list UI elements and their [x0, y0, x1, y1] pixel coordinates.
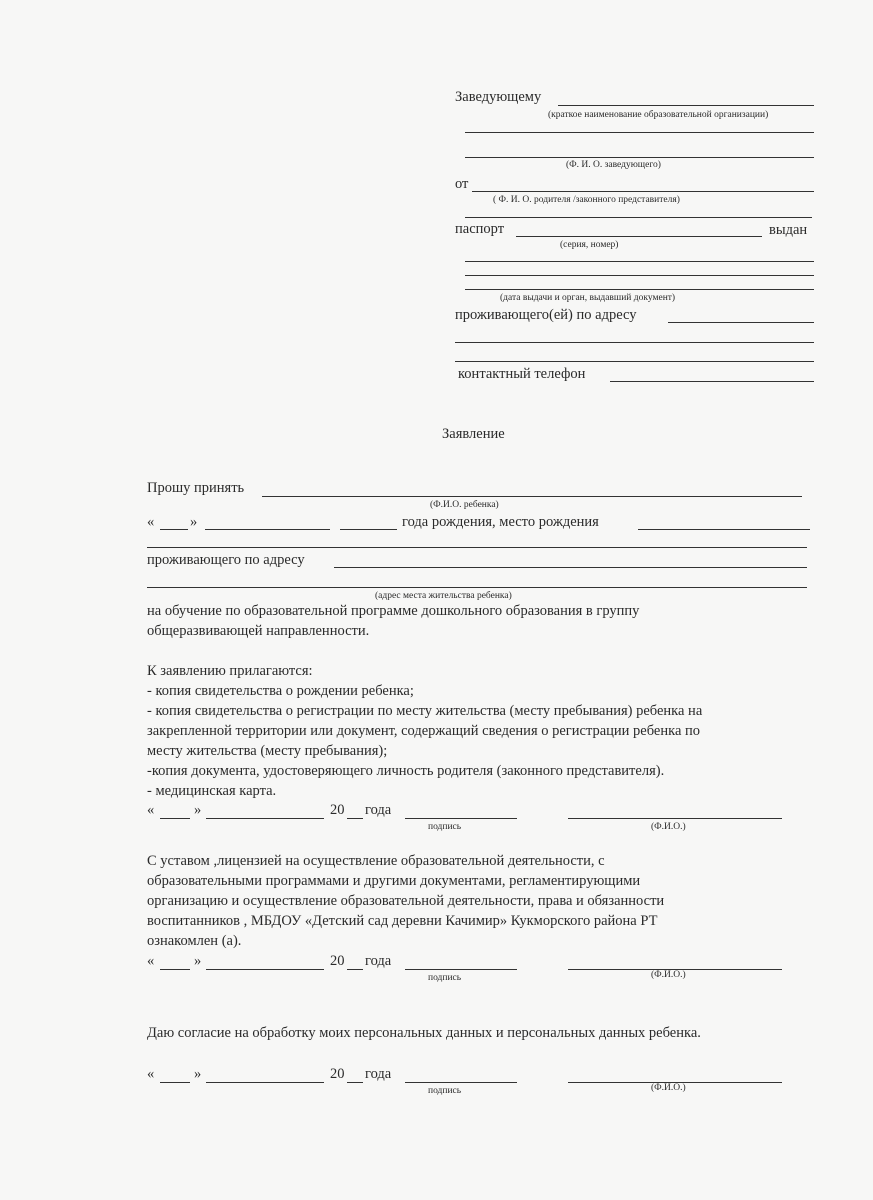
- sig1-sign-hint: подпись: [428, 822, 462, 832]
- issued-label: выдан: [769, 222, 808, 238]
- document-title: Заявление: [442, 426, 505, 442]
- birth-month-line[interactable]: [205, 529, 330, 530]
- sig2-sign-line[interactable]: [405, 969, 517, 970]
- child-name-line[interactable]: [262, 496, 802, 497]
- parent-name-line[interactable]: [472, 191, 814, 192]
- passport-line[interactable]: [516, 236, 762, 237]
- charter-line-5: ознакомлен (а).: [147, 933, 242, 949]
- program-text-line-2: общеразвивающей направленности.: [147, 623, 370, 639]
- attachment-item-2-line-2: закрепленной территории или документ, содержащий сведения о регистрации ребенка по: [147, 723, 701, 739]
- birth-day-line[interactable]: [160, 529, 188, 530]
- address-hint: (адрес места жительства ребенка): [375, 591, 512, 601]
- sig1-quote-close: »: [194, 802, 202, 818]
- sig1-year-line[interactable]: [347, 818, 363, 819]
- sig3-sign-line[interactable]: [405, 1082, 517, 1083]
- ask-label: Прошу принять: [147, 480, 245, 496]
- passport-hint: (серия, номер): [560, 240, 619, 250]
- issue-hint: (дата выдачи и орган, выдавший документ): [500, 293, 676, 303]
- sig2-year-prefix: 20: [330, 953, 345, 969]
- issue-line-1[interactable]: [465, 261, 814, 262]
- from-label: от: [455, 176, 469, 192]
- sig2-day-line[interactable]: [160, 969, 190, 970]
- residing-line-3[interactable]: [455, 361, 814, 362]
- child-address-line-2[interactable]: [147, 587, 807, 588]
- sig1-name-line[interactable]: [568, 818, 782, 819]
- sig2-quote-close: »: [194, 953, 202, 969]
- charter-line-4: воспитанников , МБДОУ «Детский сад деревни Качимир» Кукморского района РТ: [147, 913, 658, 929]
- organization-line[interactable]: [465, 132, 814, 133]
- sig1-day-line[interactable]: [160, 818, 190, 819]
- passport-label: паспорт: [455, 221, 505, 237]
- sig3-name-hint: (Ф.И.О.): [651, 1083, 686, 1093]
- child-hint: (Ф.И.О. ребенка): [430, 500, 499, 510]
- birthplace-line[interactable]: [638, 529, 810, 530]
- sig3-year-label: года: [365, 1066, 392, 1082]
- addressee-hint: (краткое наименование образовательной организации): [548, 110, 769, 120]
- parent-name-line-2[interactable]: [465, 217, 812, 218]
- phone-line[interactable]: [610, 381, 814, 382]
- residing-line[interactable]: [668, 322, 814, 323]
- birthplace-line-2[interactable]: [147, 547, 807, 548]
- sig3-day-line[interactable]: [160, 1082, 190, 1083]
- sig2-quote-open: «: [147, 953, 155, 969]
- sig3-quote-open: «: [147, 1066, 155, 1082]
- attachment-item-3: -копия документа, удостоверяющего личность родителя (законного представителя).: [147, 763, 665, 779]
- head-name-hint: (Ф. И. О. заведующего): [566, 160, 661, 170]
- attachment-item-1: - копия свидетельства о рождении ребенка;: [147, 683, 414, 699]
- sig3-sign-hint: подпись: [428, 1086, 462, 1096]
- sig1-year-label: года: [365, 802, 392, 818]
- sig1-year-prefix: 20: [330, 802, 345, 818]
- issue-line-2[interactable]: [465, 275, 814, 276]
- consent-text: Даю согласие на обработку моих персональных данных и персональных данных ребенка.: [147, 1025, 701, 1041]
- sig2-sign-hint: подпись: [428, 973, 462, 983]
- birth-label: года рождения, место рождения: [402, 514, 599, 530]
- sig3-year-line[interactable]: [347, 1082, 363, 1083]
- sig3-month-line[interactable]: [206, 1082, 324, 1083]
- sig2-year-line[interactable]: [347, 969, 363, 970]
- attachment-item-2-line-3: месту жительства (месту пребывания);: [147, 743, 388, 759]
- birth-year-line[interactable]: [340, 529, 397, 530]
- sig2-month-line[interactable]: [206, 969, 324, 970]
- charter-line-1: С уставом ,лицензией на осуществление образовательной деятельности, с: [147, 853, 605, 869]
- parent-hint: ( Ф. И. О. родителя /законного представителя): [493, 195, 680, 205]
- phone-label: контактный телефон: [458, 366, 586, 382]
- quote-open: «: [147, 514, 155, 530]
- sig2-name-hint: (Ф.И.О.): [651, 970, 686, 980]
- sig1-name-hint: (Ф.И.О.): [651, 822, 686, 832]
- sig3-year-prefix: 20: [330, 1066, 345, 1082]
- residing-label: проживающего(ей) по адресу: [455, 307, 637, 323]
- address-label: проживающего по адресу: [147, 552, 305, 568]
- issue-line-3[interactable]: [465, 289, 814, 290]
- addressee-label: Заведующему: [455, 89, 542, 105]
- quote-close: »: [190, 514, 198, 530]
- sig1-quote-open: «: [147, 802, 155, 818]
- attachments-heading: К заявлению прилагаются:: [147, 663, 313, 679]
- sig1-sign-line[interactable]: [405, 818, 517, 819]
- charter-line-3: организацию и осуществление образовательной деятельности, права и обязанности: [147, 893, 665, 909]
- addressee-line[interactable]: [558, 105, 814, 106]
- residing-line-2[interactable]: [455, 342, 814, 343]
- head-name-line[interactable]: [465, 157, 814, 158]
- charter-line-2: образовательными программами и другими документами, регламентирующими: [147, 873, 641, 889]
- attachment-item-4: - медицинская карта.: [147, 783, 277, 799]
- attachment-item-2-line-1: - копия свидетельства о регистрации по месту жительства (месту пребывания) ребенка на: [147, 703, 703, 719]
- sig1-month-line[interactable]: [206, 818, 324, 819]
- sig3-quote-close: »: [194, 1066, 202, 1082]
- child-address-line[interactable]: [334, 567, 807, 568]
- sig2-year-label: года: [365, 953, 392, 969]
- program-text-line-1: на обучение по образовательной программе дошкольного образования в группу: [147, 603, 640, 619]
